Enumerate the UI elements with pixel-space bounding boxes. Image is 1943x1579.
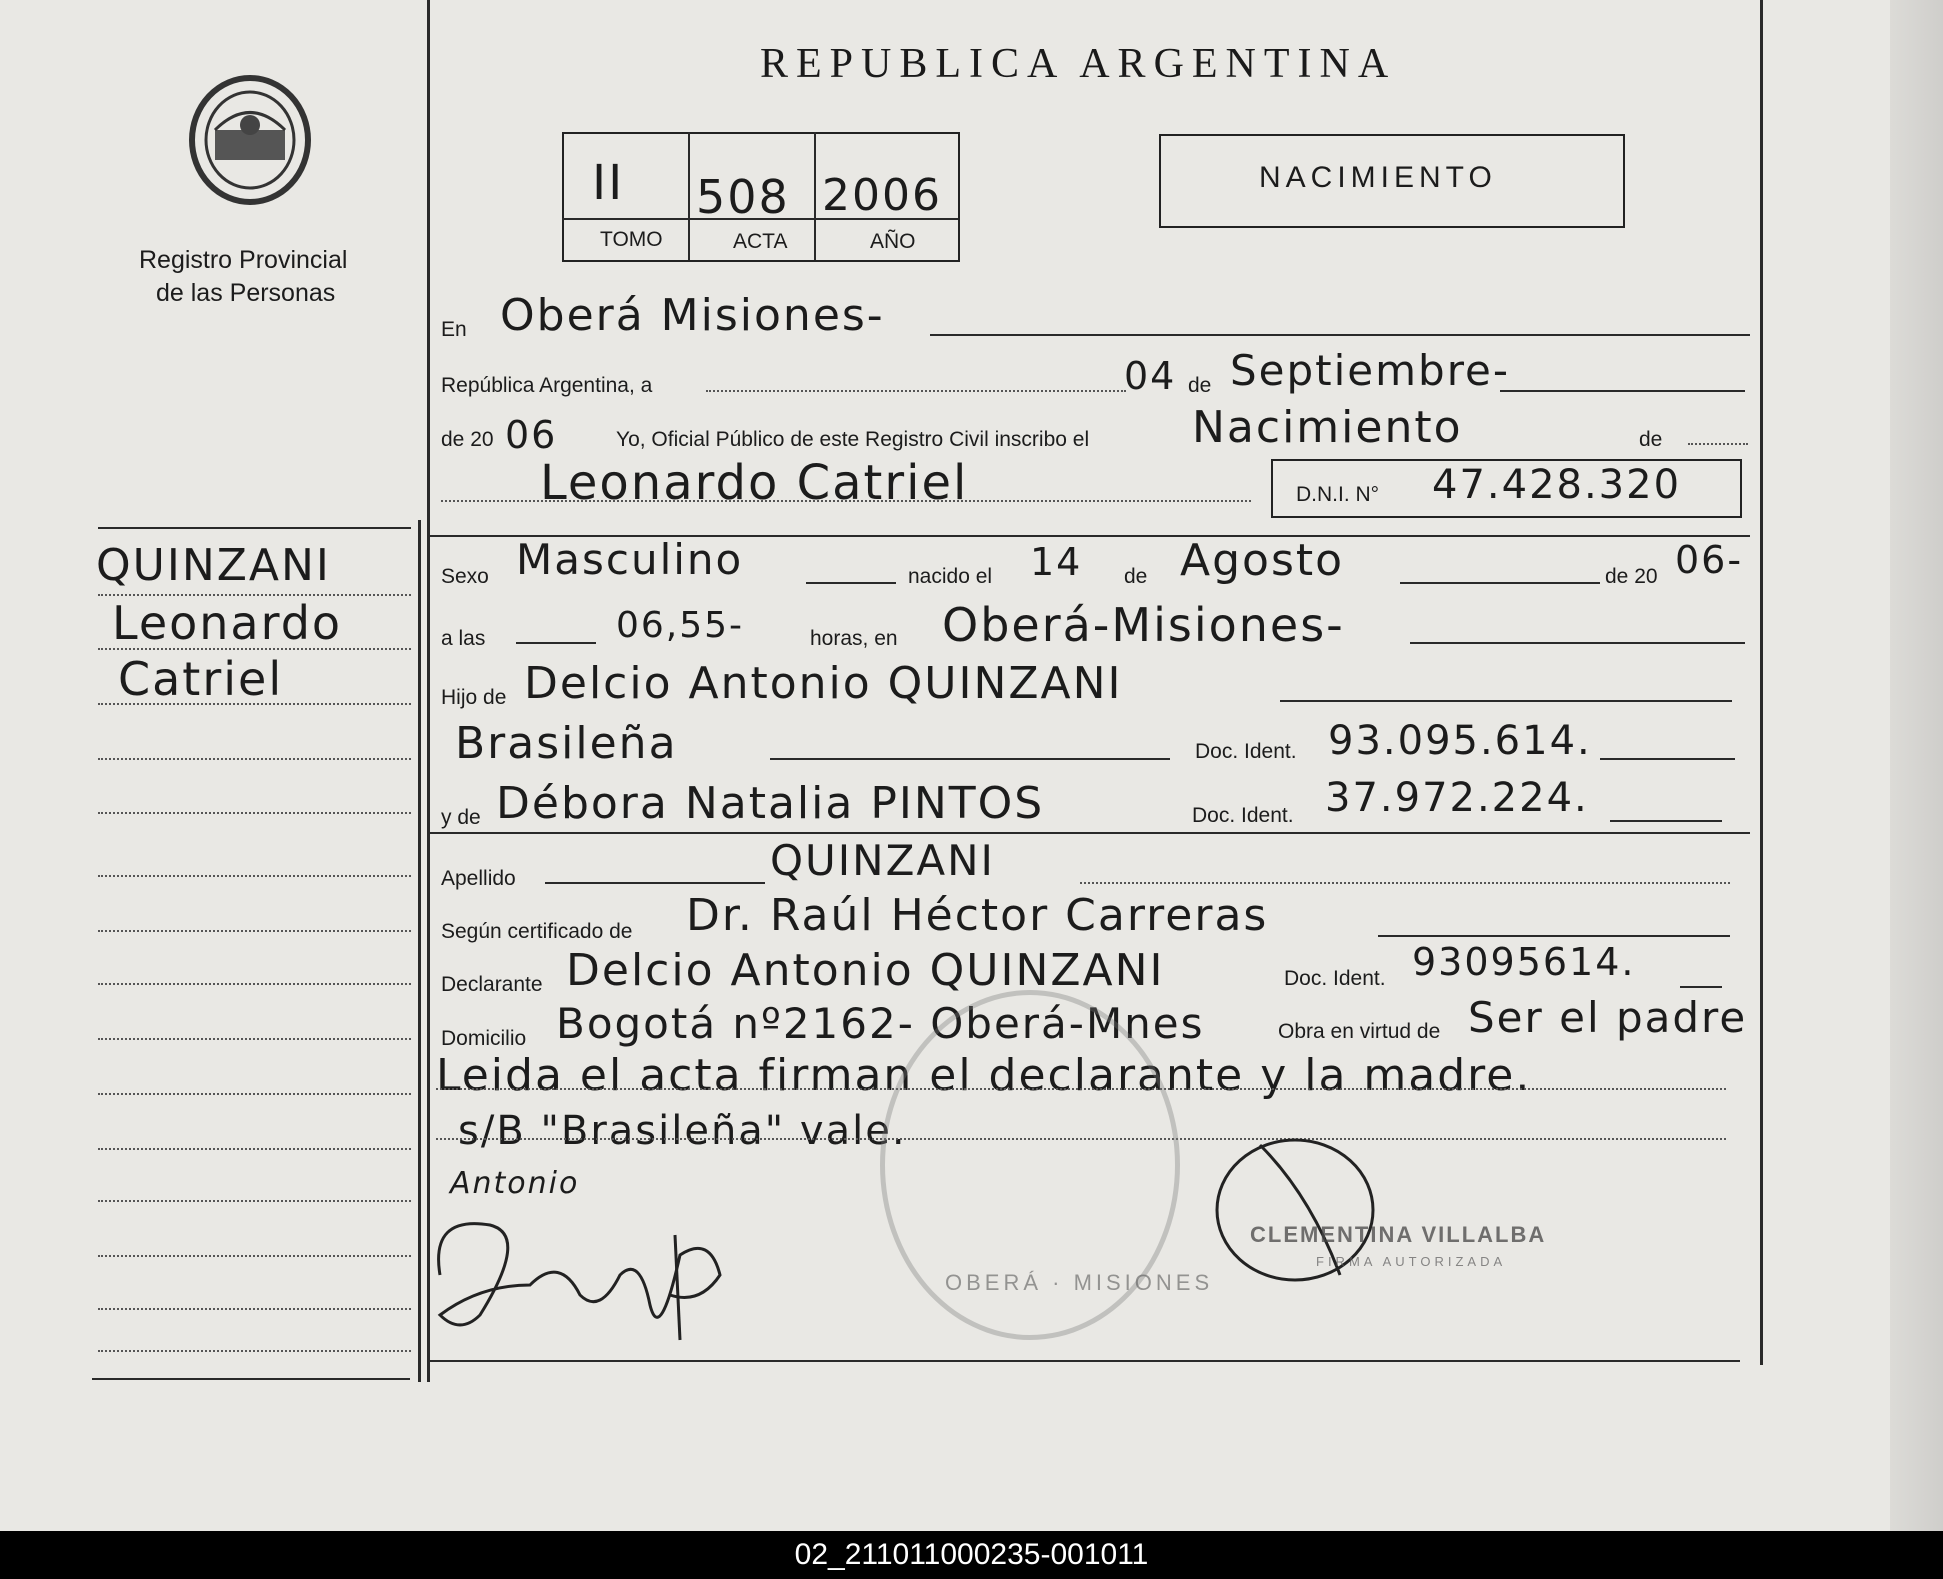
label-de1: de	[1188, 374, 1212, 397]
field-name: Leonardo Catriel	[540, 455, 969, 511]
field-note-1: Leida el acta firman el declarante y la madre.	[436, 1050, 1532, 1101]
margin-rule	[98, 1148, 411, 1150]
rule	[930, 334, 1750, 336]
rule	[1410, 642, 1745, 644]
bottom-rule	[430, 1360, 1740, 1362]
rule	[806, 582, 896, 584]
margin-rule	[98, 594, 411, 596]
field-father-nationality: Brasileña	[455, 718, 678, 769]
field-birth-day: 14	[1030, 540, 1083, 584]
field-act-type: Nacimiento	[1192, 402, 1463, 453]
rule	[441, 500, 1251, 502]
label-y-de: y de	[441, 806, 481, 829]
label-de-year2: de 20	[1605, 565, 1658, 588]
anio-value: 2006	[822, 170, 942, 221]
label-hijo: Hijo de	[441, 686, 507, 709]
field-birth-month: Agosto	[1180, 535, 1345, 586]
rule	[1280, 700, 1732, 702]
rule	[1600, 758, 1735, 760]
rule	[1680, 986, 1722, 988]
margin-rule	[98, 648, 411, 650]
field-year-suffix: 06	[505, 413, 558, 457]
margin-rule	[98, 983, 411, 985]
rule	[1610, 820, 1722, 822]
label-doc1: Doc. Ident.	[1195, 740, 1297, 763]
margin-rule	[98, 1308, 411, 1310]
officer-stamp-role: FIRMA AUTORIZADA	[1316, 1254, 1507, 1269]
divider-right	[1760, 0, 1763, 1365]
label-dni: D.N.I. N°	[1296, 483, 1380, 506]
provincial-seal-icon	[185, 70, 315, 210]
margin-rule	[98, 1200, 411, 1202]
field-declarant: Delcio Antonio QUINZANI	[566, 945, 1165, 996]
rule	[770, 758, 1170, 760]
field-sexo: Masculino	[516, 535, 744, 584]
rule	[516, 642, 596, 644]
field-birth-place: Oberá-Misiones-	[942, 598, 1345, 652]
field-note-2: s/B "Brasileña" vale.	[458, 1108, 907, 1154]
field-virtue: Ser el padre	[1468, 993, 1748, 1042]
rule	[545, 882, 765, 884]
margin-bottom-rule	[92, 1378, 410, 1380]
margin-rule	[98, 1255, 411, 1257]
rule	[1378, 935, 1730, 937]
label-sexo: Sexo	[441, 565, 489, 588]
label-en: En	[441, 318, 467, 341]
record-table-divider-1	[688, 132, 690, 260]
label-de-year: de 20	[441, 428, 494, 451]
image-id-footer: 02_211011000235-001011	[0, 1531, 1943, 1579]
field-mother: Débora Natalia PINTOS	[496, 778, 1045, 829]
signature-declarant-icon	[420, 1195, 740, 1345]
label-nacido: nacido el	[908, 565, 993, 588]
registry-name-line1: Registro Provincial	[139, 246, 348, 274]
field-certificate: Dr. Raúl Héctor Carreras	[686, 890, 1269, 941]
label-yo: Yo, Oficial Público de este Registro Civil inscribo el	[616, 428, 1090, 451]
label-domicilio: Domicilio	[441, 1027, 527, 1050]
field-apellido: QUINZANI	[770, 836, 995, 885]
anio-label: AÑO	[870, 230, 916, 253]
label-de2: de	[1639, 428, 1663, 451]
rule	[1400, 582, 1600, 584]
margin-middle-name: Catriel	[118, 652, 284, 706]
label-doc3: Doc. Ident.	[1284, 967, 1386, 990]
field-mother-doc: 37.972.224.	[1325, 775, 1589, 821]
margin-given-name: Leonardo	[112, 596, 343, 650]
margin-rule	[98, 875, 411, 877]
rule	[1688, 443, 1748, 445]
signature-mother-text: Antonio	[450, 1166, 580, 1201]
field-declarant-doc: 93095614.	[1412, 940, 1636, 984]
label-apellido: Apellido	[441, 867, 516, 890]
margin-rule	[98, 812, 411, 814]
certificate-type: NACIMIENTO	[1259, 161, 1497, 194]
acta-value: 508	[696, 170, 790, 224]
field-birth-year: 06-	[1675, 538, 1744, 582]
label-a-las: a las	[441, 627, 486, 650]
tomo-value: II	[592, 155, 625, 211]
paper-edge	[1890, 0, 1943, 1531]
label-horas: horas, en	[810, 627, 898, 650]
record-table-divider-2	[814, 132, 816, 260]
margin-top-rule	[98, 527, 411, 529]
officer-stamp-name: CLEMENTINA VILLALBA	[1250, 1222, 1547, 1247]
round-stamp-text: OBERÁ · MISIONES	[945, 1270, 1214, 1295]
tomo-label: TOMO	[600, 228, 663, 251]
field-hour: 06,55-	[616, 605, 745, 646]
field-dni: 47.428.320	[1432, 462, 1682, 508]
divider-left	[427, 0, 430, 1382]
acta-label: ACTA	[733, 230, 788, 253]
field-month: Septiembre-	[1230, 346, 1511, 395]
margin-surname: QUINZANI	[96, 540, 331, 591]
field-father: Delcio Antonio QUINZANI	[524, 658, 1123, 709]
margin-rule	[98, 1038, 411, 1040]
label-doc2: Doc. Ident.	[1192, 804, 1294, 827]
field-day: 04	[1124, 354, 1177, 398]
field-place: Oberá Misiones-	[500, 290, 885, 341]
rule	[1080, 882, 1730, 884]
document-title: REPUBLICA ARGENTINA	[760, 41, 1397, 87]
rule	[706, 390, 1126, 392]
registry-name-line2: de las Personas	[156, 279, 336, 307]
margin-rule	[98, 758, 411, 760]
label-segun: Según certificado de	[441, 920, 633, 943]
margin-rule	[98, 930, 411, 932]
field-father-doc: 93.095.614.	[1328, 718, 1592, 764]
section-rule	[430, 832, 1750, 834]
margin-rule	[98, 1350, 411, 1352]
label-republica: República Argentina, a	[441, 374, 653, 397]
margin-rule	[98, 703, 411, 705]
label-de3: de	[1124, 565, 1148, 588]
label-declarante: Declarante	[441, 973, 543, 996]
label-obra: Obra en virtud de	[1278, 1020, 1441, 1043]
rule	[1500, 390, 1745, 392]
field-address: Bogotá nº2162- Oberá-Mnes	[556, 999, 1205, 1048]
margin-rule	[98, 1093, 411, 1095]
